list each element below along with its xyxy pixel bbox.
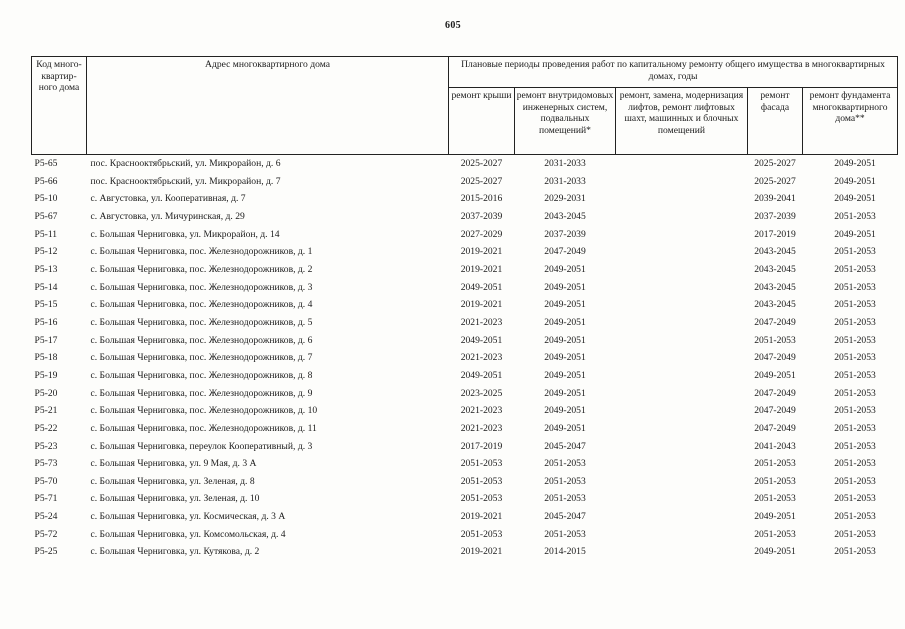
cell-code: P5-24 <box>34 511 58 523</box>
cell-code: P5-71 <box>34 493 58 505</box>
cell-roof: 2027-2029 <box>460 228 503 240</box>
cell-facade: 2049-2051 <box>754 511 796 523</box>
cell-code: P5-19 <box>34 369 58 381</box>
table-row <box>32 473 898 491</box>
cell-roof: 2023-2025 <box>460 387 503 399</box>
cell-address: пос. Краснооктябрьский, ул. Микрорайон, д. 7 <box>90 175 281 187</box>
cell-roof: 2051-2053 <box>460 528 503 540</box>
cell-facade: 2017-2019 <box>754 228 796 240</box>
table-header <box>32 57 898 155</box>
cell-code: P5-14 <box>34 281 58 293</box>
table-body <box>32 155 898 562</box>
cell-roof: 2021-2023 <box>460 352 503 364</box>
table-row <box>32 420 898 438</box>
table-row <box>32 526 898 544</box>
cell-address: с. Большая Черниговка, ул. 9 Мая, д. 3 А <box>90 458 257 470</box>
cell-lifts <box>616 508 748 526</box>
cell-address: с. Большая Черниговка, пос. Железнодорожников, д. 10 <box>90 405 318 417</box>
cell-code: P5-73 <box>34 458 58 470</box>
table-row <box>32 243 898 261</box>
cell-address: с. Большая Черниговка, пос. Железнодорожников, д. 8 <box>90 369 313 381</box>
cell-foundation: 2051-2053 <box>834 405 876 417</box>
cell-lifts <box>616 385 748 403</box>
cell-address: с. Большая Черниговка, пос. Железнодорожников, д. 1 <box>90 246 313 258</box>
cell-roof: 2017-2019 <box>460 440 503 452</box>
cell-roof: 2037-2039 <box>460 210 503 222</box>
cell-lifts <box>616 332 748 350</box>
cell-roof: 2051-2053 <box>460 475 503 487</box>
cell-engineering: 2049-2051 <box>544 316 586 328</box>
table-row <box>32 261 898 279</box>
cell-roof: 2019-2021 <box>460 511 503 523</box>
cell-roof: 2021-2023 <box>460 316 503 328</box>
cell-roof: 2021-2023 <box>460 422 503 434</box>
cell-engineering: 2049-2051 <box>544 352 586 364</box>
cell-engineering: 2049-2051 <box>544 422 586 434</box>
cell-address: с. Большая Черниговка, переулок Кооперативный, д. 3 <box>90 440 313 452</box>
cell-facade: 2043-2045 <box>754 281 796 293</box>
header-periods: Плановые периоды проведения работ по капитальному ремонту общего имущества в многоквартирных домах, годы <box>449 57 898 88</box>
cell-address: с. Большая Черниговка, пос. Железнодорожников, д. 9 <box>90 387 313 399</box>
cell-roof: 2051-2053 <box>460 458 503 470</box>
cell-foundation: 2051-2053 <box>834 475 876 487</box>
cell-lifts <box>616 190 748 208</box>
cell-engineering: 2049-2051 <box>544 281 586 293</box>
cell-code: P5-21 <box>34 405 58 417</box>
cell-address: с. Большая Черниговка, ул. Комсомольская, д. 4 <box>90 528 286 540</box>
cell-lifts <box>616 296 748 314</box>
cell-roof: 2049-2051 <box>460 281 503 293</box>
cell-foundation: 2051-2053 <box>834 493 876 505</box>
cell-roof: 2019-2021 <box>460 299 503 311</box>
cell-engineering: 2047-2049 <box>544 246 586 258</box>
cell-address: с. Большая Черниговка, ул. Микрорайон, д. 14 <box>90 228 280 240</box>
table-row <box>32 332 898 350</box>
header-address: Адрес многоквартирного дома <box>87 57 449 155</box>
cell-facade: 2051-2053 <box>754 475 796 487</box>
cell-facade: 2049-2051 <box>754 546 796 558</box>
cell-code: P5-67 <box>34 210 58 222</box>
cell-facade: 2037-2039 <box>754 210 796 222</box>
cell-engineering: 2051-2053 <box>544 528 586 540</box>
page-number: 605 <box>445 20 461 31</box>
cell-facade: 2051-2053 <box>754 528 796 540</box>
cell-roof: 2049-2051 <box>460 369 503 381</box>
cell-facade: 2043-2045 <box>754 246 796 258</box>
table-row <box>32 490 898 508</box>
cell-lifts <box>616 490 748 508</box>
cell-engineering: 2049-2051 <box>544 263 586 275</box>
cell-facade: 2043-2045 <box>754 299 796 311</box>
cell-foundation: 2051-2053 <box>834 528 876 540</box>
cell-address: с. Большая Черниговка, пос. Железнодорожников, д. 2 <box>90 263 313 275</box>
capital-repair-schedule-table <box>31 56 898 561</box>
cell-foundation: 2051-2053 <box>834 511 876 523</box>
cell-code: P5-13 <box>34 263 58 275</box>
cell-code: P5-10 <box>34 193 58 205</box>
cell-code: P5-25 <box>34 546 58 558</box>
cell-lifts <box>616 473 748 491</box>
cell-engineering: 2049-2051 <box>544 405 586 417</box>
cell-lifts <box>616 455 748 473</box>
cell-facade: 2039-2041 <box>754 193 796 205</box>
cell-facade: 2047-2049 <box>754 405 796 417</box>
cell-facade: 2025-2027 <box>754 175 796 187</box>
cell-code: P5-16 <box>34 316 58 328</box>
table-row <box>32 279 898 297</box>
cell-foundation: 2051-2053 <box>834 210 876 222</box>
cell-code: P5-70 <box>34 475 58 487</box>
cell-lifts <box>616 243 748 261</box>
cell-code: P5-20 <box>34 387 58 399</box>
cell-foundation: 2049-2051 <box>834 228 876 240</box>
header-roof: ремонт крыши <box>449 88 515 155</box>
cell-lifts <box>616 438 748 456</box>
header-code: Код много-квартир-ного дома <box>32 57 87 155</box>
cell-engineering: 2049-2051 <box>544 387 586 399</box>
cell-foundation: 2049-2051 <box>834 193 876 205</box>
cell-lifts <box>616 173 748 191</box>
cell-engineering: 2045-2047 <box>544 440 586 452</box>
cell-foundation: 2051-2053 <box>834 546 876 558</box>
header-foundation: ремонт фундамента многоквартирного дома** <box>803 88 898 155</box>
cell-engineering: 2049-2051 <box>544 299 586 311</box>
cell-facade: 2051-2053 <box>754 458 796 470</box>
table-row <box>32 402 898 420</box>
cell-engineering: 2037-2039 <box>544 228 586 240</box>
cell-foundation: 2051-2053 <box>834 281 876 293</box>
cell-foundation: 2049-2051 <box>834 175 876 187</box>
cell-roof: 2051-2053 <box>460 493 503 505</box>
cell-address: с. Большая Черниговка, ул. Зеленая, д. 10 <box>90 493 260 505</box>
table-row <box>32 455 898 473</box>
cell-facade: 2025-2027 <box>754 158 796 169</box>
table-row <box>32 226 898 244</box>
cell-foundation: 2051-2053 <box>834 422 876 434</box>
table-row <box>32 190 898 208</box>
cell-code: P5-22 <box>34 422 58 434</box>
cell-foundation: 2051-2053 <box>834 334 876 346</box>
table-row <box>32 173 898 191</box>
cell-lifts <box>616 367 748 385</box>
table-row <box>32 385 898 403</box>
cell-address: с. Большая Черниговка, пос. Железнодорожников, д. 4 <box>90 299 313 311</box>
cell-lifts <box>616 226 748 244</box>
cell-foundation: 2051-2053 <box>834 440 876 452</box>
table-row <box>32 349 898 367</box>
cell-code: P5-17 <box>34 334 58 346</box>
cell-code: P5-65 <box>34 158 58 169</box>
cell-address: с. Большая Черниговка, пос. Железнодорожников, д. 6 <box>90 334 313 346</box>
cell-foundation: 2049-2051 <box>834 158 876 169</box>
cell-engineering: 2051-2053 <box>544 493 586 505</box>
cell-address: с. Большая Черниговка, пос. Железнодорожников, д. 3 <box>90 281 313 293</box>
cell-code: P5-12 <box>34 246 58 258</box>
cell-roof: 2019-2021 <box>460 546 503 558</box>
cell-lifts <box>616 314 748 332</box>
cell-engineering: 2029-2031 <box>544 193 586 205</box>
cell-engineering: 2049-2051 <box>544 369 586 381</box>
table-row <box>32 155 898 173</box>
cell-foundation: 2051-2053 <box>834 458 876 470</box>
cell-facade: 2047-2049 <box>754 352 796 364</box>
cell-address: с. Большая Черниговка, ул. Кутякова, д. 2 <box>90 546 260 558</box>
cell-foundation: 2051-2053 <box>834 369 876 381</box>
cell-code: P5-23 <box>34 440 58 452</box>
cell-lifts <box>616 402 748 420</box>
table-row <box>32 314 898 332</box>
cell-foundation: 2051-2053 <box>834 387 876 399</box>
cell-address: пос. Краснооктябрьский, ул. Микрорайон, д. 6 <box>90 158 281 169</box>
cell-code: P5-11 <box>34 228 58 240</box>
table-row <box>32 438 898 456</box>
cell-roof: 2015-2016 <box>460 193 503 205</box>
cell-lifts <box>616 261 748 279</box>
cell-lifts <box>616 279 748 297</box>
cell-address: с. Августовка, ул. Кооперативная, д. 7 <box>90 193 246 205</box>
cell-facade: 2051-2053 <box>754 334 796 346</box>
cell-facade: 2047-2049 <box>754 422 796 434</box>
cell-lifts <box>616 349 748 367</box>
table-row <box>32 543 898 561</box>
cell-code: P5-15 <box>34 299 58 311</box>
cell-address: с. Августовка, ул. Мичуринская, д. 29 <box>90 210 245 222</box>
cell-facade: 2049-2051 <box>754 369 796 381</box>
cell-lifts <box>616 420 748 438</box>
cell-code: P5-18 <box>34 352 58 364</box>
cell-code: P5-72 <box>34 528 58 540</box>
cell-address: с. Большая Черниговка, пос. Железнодорожников, д. 7 <box>90 352 313 364</box>
table-row <box>32 208 898 226</box>
cell-facade: 2041-2043 <box>754 440 796 452</box>
cell-engineering: 2045-2047 <box>544 511 586 523</box>
cell-address: с. Большая Черниговка, пос. Железнодорожников, д. 5 <box>90 316 313 328</box>
header-lifts: ремонт, замена, модернизация лифтов, ремонт лифтовых шахт, машинных и блочных помещений <box>616 88 748 155</box>
cell-roof: 2021-2023 <box>460 405 503 417</box>
cell-engineering: 2031-2033 <box>544 175 586 187</box>
cell-facade: 2047-2049 <box>754 387 796 399</box>
cell-foundation: 2051-2053 <box>834 299 876 311</box>
cell-lifts <box>616 526 748 544</box>
header-engineering: ремонт внутридомовых инженерных систем, подвальных помещений* <box>515 88 616 155</box>
cell-facade: 2043-2045 <box>754 263 796 275</box>
cell-engineering: 2049-2051 <box>544 334 586 346</box>
cell-roof: 2025-2027 <box>460 158 503 169</box>
cell-address: с. Большая Черниговка, ул. Зеленая, д. 8 <box>90 475 255 487</box>
cell-roof: 2025-2027 <box>460 175 503 187</box>
cell-roof: 2019-2021 <box>460 246 503 258</box>
cell-facade: 2051-2053 <box>754 493 796 505</box>
cell-foundation: 2051-2053 <box>834 352 876 364</box>
cell-roof: 2019-2021 <box>460 263 503 275</box>
cell-engineering: 2051-2053 <box>544 458 586 470</box>
cell-engineering: 2014-2015 <box>544 546 586 558</box>
cell-roof: 2049-2051 <box>460 334 503 346</box>
cell-code: P5-66 <box>34 175 58 187</box>
table-row <box>32 296 898 314</box>
header-facade: ремонт фасада <box>748 88 803 155</box>
cell-foundation: 2051-2053 <box>834 246 876 258</box>
cell-address: с. Большая Черниговка, пос. Железнодорожников, д. 11 <box>90 422 317 434</box>
cell-engineering: 2031-2033 <box>544 158 586 169</box>
table-row <box>32 508 898 526</box>
cell-lifts <box>616 543 748 561</box>
cell-foundation: 2051-2053 <box>834 316 876 328</box>
cell-facade: 2047-2049 <box>754 316 796 328</box>
cell-engineering: 2051-2053 <box>544 475 586 487</box>
cell-address: с. Большая Черниговка, ул. Космическая, д. 3 А <box>90 511 286 523</box>
cell-foundation: 2051-2053 <box>834 263 876 275</box>
cell-engineering: 2043-2045 <box>544 210 586 222</box>
cell-lifts <box>616 155 748 173</box>
table-row <box>32 367 898 385</box>
cell-lifts <box>616 208 748 226</box>
